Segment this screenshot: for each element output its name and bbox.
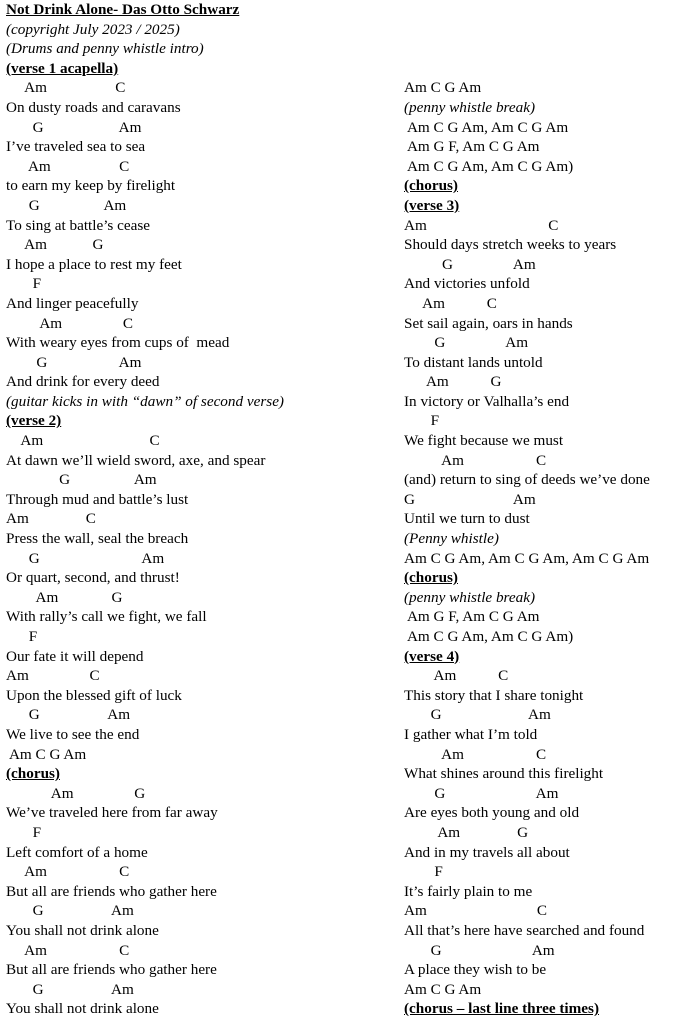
chord-line: Am C: [6, 863, 130, 881]
blank-line: [404, 59, 696, 79]
lyric-line: All that’s here have searched and found: [404, 921, 645, 939]
performance-note: (Penny whistle): [404, 530, 499, 548]
lyric-line: With weary eyes from cups of mead: [6, 334, 230, 352]
lyric-line: We live to see the end: [6, 725, 140, 743]
performance-note: (penny whistle break): [404, 98, 536, 116]
lyric-line: Upon the blessed gift of luck: [6, 686, 182, 704]
lyric-line: Through mud and battle’s lust: [6, 490, 189, 508]
section-heading: (chorus): [404, 569, 458, 587]
lyric-line: And linger peacefully: [6, 294, 139, 312]
chord-line: G Am: [6, 196, 127, 214]
lyric-line: On dusty roads and caravans: [6, 98, 181, 116]
left-column: [6, 0, 386, 1019]
lyric-line: What shines around this firelight: [404, 765, 604, 783]
chord-line: Am C G Am, Am C G Am: [404, 118, 569, 136]
chord-line: Am C: [404, 216, 559, 234]
lyric-line: You shall not drink alone: [6, 1000, 159, 1018]
section-heading: (chorus): [6, 765, 60, 783]
section-heading: (verse 3): [404, 196, 460, 214]
chord-line: Am C G Am, Am C G Am): [404, 157, 574, 175]
lyric-line: In victory or Valhalla’s end: [404, 392, 570, 410]
chord-line: Am C G Am: [404, 980, 482, 998]
chord-line: G Am: [6, 353, 142, 371]
lyric-line: Until we turn to dust: [404, 510, 530, 528]
chord-line: G Am: [404, 334, 529, 352]
lyric-line: With rally’s call we fight, we fall: [6, 608, 207, 626]
blank-line: [404, 0, 696, 20]
lyric-line: A place they wish to be: [404, 961, 547, 979]
performance-note: (guitar kicks in with “dawn” of second verse): [6, 392, 284, 410]
lyric-line: Press the wall, seal the breach: [6, 530, 189, 548]
chord-line: Am C: [404, 294, 497, 312]
chord-line: F: [404, 863, 443, 881]
chord-line: G Am: [6, 706, 131, 724]
chord-line: G Am: [404, 490, 536, 508]
lyric-line: And victories unfold: [404, 275, 530, 293]
lyric-line: We fight because we must: [404, 432, 564, 450]
chord-line: Am C G Am, Am C G Am): [404, 628, 574, 645]
chord-line: G Am: [6, 471, 157, 489]
chord-line: Am G: [404, 823, 529, 841]
chord-line: Am C: [6, 432, 160, 450]
chord-line: F: [6, 823, 42, 841]
lyric-line: To sing at battle’s cease: [6, 216, 151, 234]
chord-line: Am C: [404, 745, 547, 763]
chord-line: Am C: [404, 451, 547, 469]
lyric-line: We’ve traveled here from far away: [6, 804, 218, 822]
chord-line: Am C: [6, 79, 126, 97]
lyric-line: I hope a place to rest my feet: [6, 255, 182, 273]
chord-line: F: [6, 275, 42, 293]
chord-line: G Am: [404, 784, 559, 802]
chord-line: Am C: [6, 941, 130, 959]
lyric-line: Should days stretch weeks to years: [404, 236, 617, 254]
chord-line: Am G F, Am C G Am: [404, 608, 540, 626]
chord-line: Am C: [6, 667, 100, 685]
chord-line: Am C G Am: [6, 745, 87, 763]
chord-line: G Am: [404, 706, 551, 724]
song-title: Not Drink Alone- Das Otto Schwarz: [6, 1, 240, 18]
lyric-line: Our fate it will depend: [6, 647, 144, 665]
chord-line: Am C G Am, Am C G Am, Am C G Am: [404, 549, 650, 567]
chord-line: Am C: [6, 510, 96, 528]
section-heading: (verse 2): [6, 412, 62, 430]
chord-line: Am C: [6, 314, 133, 332]
lyric-line: I gather what I’m told: [404, 725, 538, 743]
chord-line: F: [6, 628, 38, 645]
chord-line: Am G: [6, 236, 104, 254]
chord-line: G Am: [6, 118, 142, 136]
section-heading: (verse 4): [404, 647, 460, 665]
lyric-line: You shall not drink alone: [6, 921, 159, 939]
lyric-line: Are eyes both young and old: [404, 804, 580, 822]
lyric-line: But all are friends who gather here: [6, 882, 217, 900]
chord-line: Am G F, Am C G Am: [404, 138, 540, 156]
performance-note: (copyright July 2023 / 2025): [6, 20, 180, 38]
chord-line: Am C: [6, 157, 130, 175]
lyric-line: But all are friends who gather here: [6, 961, 217, 979]
chord-line: G Am: [6, 549, 165, 567]
chord-line: Am G: [6, 588, 123, 606]
right-column: [404, 0, 696, 1019]
chord-line: Am C: [404, 667, 509, 685]
lyric-line: Left comfort of a home: [6, 843, 148, 861]
lyric-line: (and) return to sing of deeds we’ve done: [404, 471, 650, 489]
chord-line: G Am: [404, 255, 536, 273]
lyric-line: This story that I share tonight: [404, 686, 584, 704]
lyric-line: And drink for every deed: [6, 373, 160, 391]
lyric-line: to earn my keep by firelight: [6, 177, 176, 195]
lyric-line: And in my travels all about: [404, 843, 570, 861]
lyric-line: I’ve traveled sea to sea: [6, 138, 146, 156]
section-heading: (chorus): [404, 177, 458, 195]
performance-note: (penny whistle break): [404, 588, 536, 606]
chord-line: G Am: [404, 941, 555, 959]
lyric-line: At dawn we’ll wield sword, axe, and spear: [6, 451, 266, 469]
blank-line: [404, 39, 696, 59]
chord-line: Am C G Am: [404, 79, 482, 97]
section-heading: (verse 1 acapella): [6, 59, 119, 77]
performance-note: (Drums and penny whistle intro): [6, 40, 204, 58]
chord-line: Am C: [404, 902, 548, 920]
chord-line: Am G: [404, 373, 502, 391]
section-heading: (chorus – last line three times): [404, 1000, 600, 1018]
lyric-line: Set sail again, oars in hands: [404, 314, 573, 332]
chord-line: Am G: [6, 784, 146, 802]
chord-line: G Am: [6, 902, 134, 920]
blank-line: [404, 20, 696, 40]
lyric-line: To distant lands untold: [404, 353, 543, 371]
chord-line: G Am: [6, 980, 134, 998]
chord-line: F: [404, 412, 440, 430]
lyric-line: Or quart, second, and thrust!: [6, 569, 180, 587]
lyric-line: It’s fairly plain to me: [404, 882, 533, 900]
